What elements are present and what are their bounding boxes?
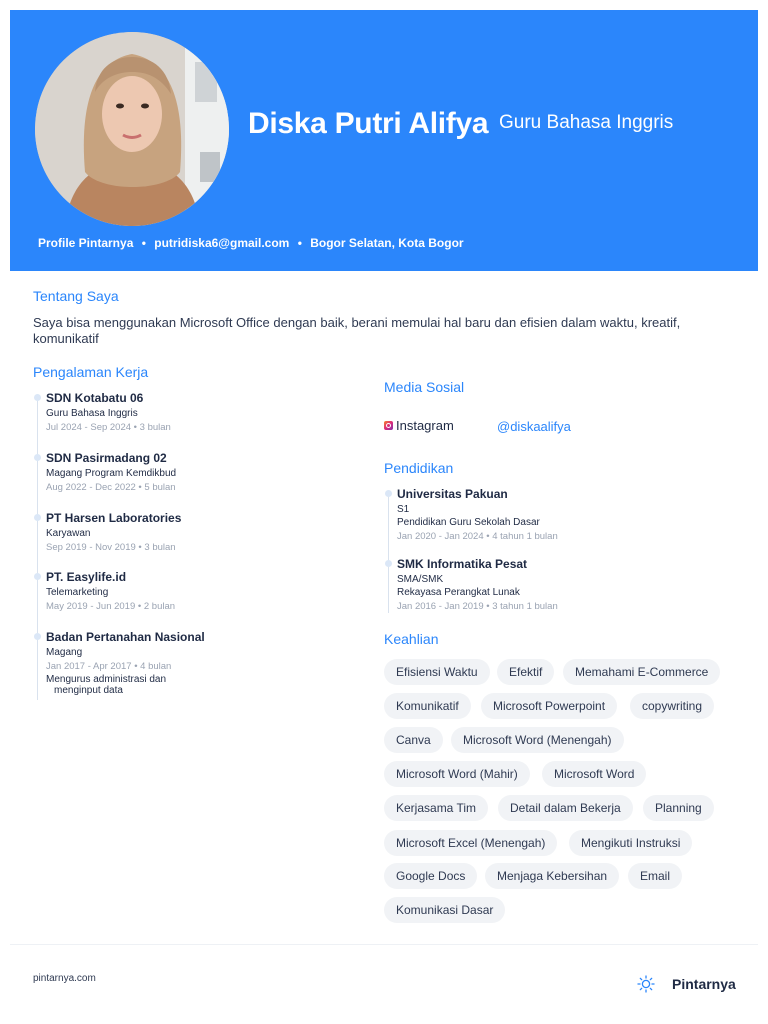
experience-period: Jul 2024 - Sep 2024 • 3 bulan: [46, 422, 171, 433]
skill-chip: Detail dalam Bekerja: [498, 795, 633, 821]
skill-chip: Microsoft Word (Menengah): [451, 727, 624, 753]
timeline-bullet: [385, 560, 392, 567]
skill-chip: copywriting: [630, 693, 714, 719]
skill-chip: Microsoft Excel (Menengah): [384, 830, 557, 856]
experience-period: Sep 2019 - Nov 2019 • 3 bulan: [46, 542, 176, 553]
skill-chip: Efisiensi Waktu: [384, 659, 490, 685]
education-major: Rekayasa Perangkat Lunak: [397, 587, 520, 598]
education-title: Pendidikan: [384, 460, 454, 476]
timeline-line: [388, 491, 389, 613]
timeline-bullet: [385, 490, 392, 497]
experience-company: SDN Kotabatu 06: [46, 391, 144, 405]
experience-description-line: menginput data: [54, 685, 123, 696]
education-period: Jan 2020 - Jan 2024 • 4 tahun 1 bulan: [397, 531, 558, 542]
experience-title: Pengalaman Kerja: [33, 364, 149, 380]
about-title: Tentang Saya: [33, 288, 119, 304]
footer-divider: [10, 944, 758, 945]
social-platform: [384, 418, 454, 433]
experience-period: Aug 2022 - Dec 2022 • 5 bulan: [46, 482, 176, 493]
about-text: Saya bisa menggunakan Microsoft Office dengan baik, berani memulai hal baru dan efisien dalam waktu, kreatif, komunikatif: [33, 315, 681, 346]
skill-chip: Email: [628, 863, 682, 889]
skill-chip: Microsoft Powerpoint: [481, 693, 617, 719]
skill-chip: Planning: [643, 795, 714, 821]
separator-dot: •: [141, 236, 146, 250]
profile-photo-illustration: [35, 32, 229, 226]
experience-company: SDN Pasirmadang 02: [46, 451, 167, 465]
profile-link[interactable]: Profile Pintarnya: [38, 236, 134, 250]
footer-brand-name: Pintarnya: [672, 976, 736, 992]
experience-position: Karyawan: [46, 528, 91, 539]
experience-timeline: [33, 391, 353, 701]
skill-chip: Microsoft Word (Mahir): [384, 761, 530, 787]
education-period: Jan 2016 - Jan 2019 • 3 tahun 1 bulan: [397, 601, 558, 612]
education-school: Universitas Pakuan: [397, 487, 508, 501]
skill-chip: Canva: [384, 727, 443, 753]
experience-company: PT. Easylife.id: [46, 570, 127, 584]
skill-chip: Google Docs: [384, 863, 477, 889]
timeline-bullet: [34, 514, 41, 521]
experience-position: Guru Bahasa Inggris: [46, 408, 138, 419]
timeline-bullet: [34, 573, 41, 580]
skill-chip: Menjaga Kebersihan: [485, 863, 619, 889]
education-degree: SMA/SMK: [397, 574, 444, 585]
experience-description-line: Mengurus administrasi dan: [46, 674, 167, 685]
location-text: Bogor Selatan, Kota Bogor: [310, 236, 464, 250]
experience-item: [46, 570, 175, 612]
skill-chip: Efektif: [497, 659, 554, 685]
experience-item: [46, 630, 205, 696]
experience-position: Telemarketing: [46, 587, 109, 598]
candidate-name: Diska Putri Alifya: [248, 107, 489, 140]
profile-photo: [35, 32, 229, 226]
experience-company: PT Harsen Laboratories: [46, 511, 182, 525]
skill-chip: Kerjasama Tim: [384, 795, 488, 821]
instagram-handle-link[interactable]: @diskaalifya: [497, 419, 571, 434]
experience-description: [46, 674, 205, 696]
education-item: [397, 487, 558, 542]
instagram-icon: [384, 421, 393, 430]
contact-line: [38, 236, 464, 250]
separator-dot: •: [297, 236, 302, 250]
timeline-bullet: [34, 394, 41, 401]
education-timeline: [384, 487, 744, 617]
pintarnya-logo-icon: [637, 975, 655, 993]
timeline-line: [37, 395, 38, 700]
skill-chip: Mengikuti Instruksi: [569, 830, 692, 856]
timeline-bullet: [34, 633, 41, 640]
experience-position: Magang Program Kemdikbud: [46, 468, 177, 479]
experience-item: [46, 511, 181, 553]
experience-period: May 2019 - Jun 2019 • 2 bulan: [46, 601, 176, 612]
skill-chip: Microsoft Word: [542, 761, 646, 787]
experience-item: [46, 391, 171, 433]
skill-chip: Komunikatif: [384, 693, 471, 719]
social-title: Media Sosial: [384, 379, 465, 395]
social-platform-name: Instagram: [396, 418, 454, 433]
education-major: Pendidikan Guru Sekolah Dasar: [397, 517, 540, 528]
education-degree: S1: [397, 504, 410, 515]
email-link[interactable]: putridiska6@gmail.com: [154, 236, 290, 250]
skill-chip: Memahami E-Commerce: [563, 659, 720, 685]
experience-item: [46, 451, 176, 493]
experience-period: Jan 2017 - Apr 2017 • 4 bulan: [46, 661, 172, 672]
skills-title: Keahlian: [384, 631, 439, 647]
experience-company: Badan Pertanahan Nasional: [46, 630, 205, 644]
candidate-role: Guru Bahasa Inggris: [499, 112, 674, 133]
education-school: SMK Informatika Pesat: [397, 557, 528, 571]
footer-site-link[interactable]: pintarnya.com: [33, 973, 96, 984]
experience-position: Magang: [46, 647, 83, 658]
timeline-bullet: [34, 454, 41, 461]
skill-chip: Komunikasi Dasar: [384, 897, 505, 923]
header-banner: [10, 10, 758, 271]
education-item: [397, 557, 558, 612]
